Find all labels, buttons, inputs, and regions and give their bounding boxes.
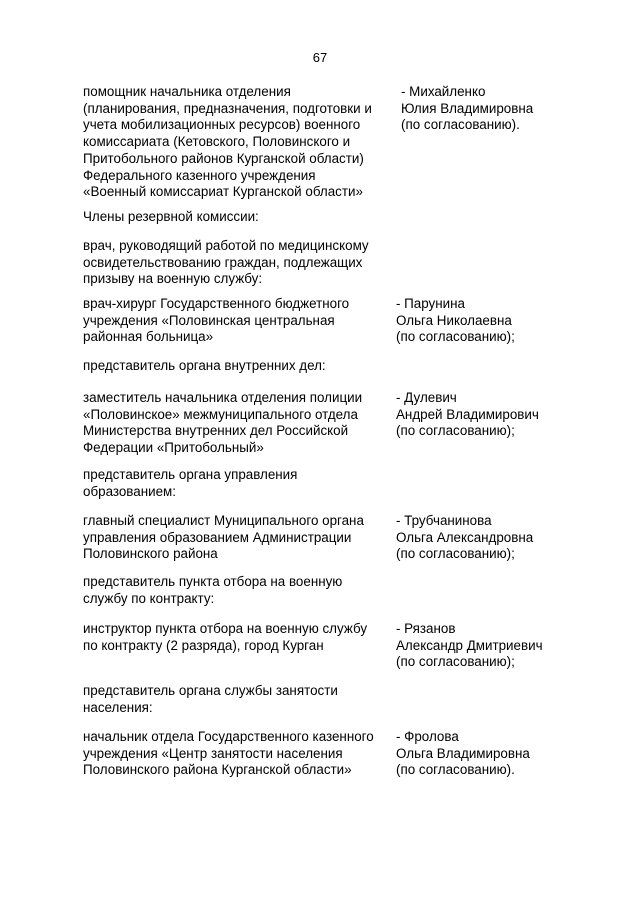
member-name: - Фролова Ольга Владимировна (по согласованию). xyxy=(396,729,530,778)
member-role: врач-хирург Государственного бюджетного учреждения «Половинская центральная районная больница» xyxy=(83,296,350,345)
member-name: - Парунина Ольга Николаевна (по согласованию); xyxy=(396,296,515,345)
member-role: начальник отдела Государственного казенного учреждения «Центр занятости населения Половинского района Курганской области» xyxy=(83,729,374,778)
section-heading-contract-point: представитель пункта отбора на военную службу по контракту: xyxy=(83,574,343,606)
member-role: заместитель начальника отделения полиции «Половинское» межмуниципального отдела Министерства внутренних дел Российской Федерации «Притобольный» xyxy=(83,390,363,456)
member-name: - Трубчанинова Ольга Александровна (по согласованию); xyxy=(396,513,534,562)
section-heading-employment: представитель органа службы занятости населения: xyxy=(83,683,338,715)
member-name: - Рязанов Александр Дмитриевич (по согласованию); xyxy=(396,621,543,670)
member-role: инструктор пункта отбора на военную службу по контракту (2 разряда), город Курган xyxy=(83,621,368,653)
member-role: главный специалист Муниципального органа управления образованием Администрации Половинского района xyxy=(83,513,364,562)
section-heading-education: представитель органа управления образованием: xyxy=(83,467,298,499)
member-name: - Дулевич Андрей Владимирович (по согласованию); xyxy=(396,390,539,439)
page-number: 67 xyxy=(312,50,328,65)
member-name: - Михайленко Юлия Владимировна (по согласованию). xyxy=(401,84,534,133)
section-heading-internal-affairs: представитель органа внутренних дел: xyxy=(83,358,326,373)
section-heading-reserve-members: Члены резервной комиссии: xyxy=(83,209,259,224)
section-heading-doctor-lead: врач, руководящий работой по медицинскому освидетельствованию граждан, подлежащих призыву на военную службу: xyxy=(83,238,369,287)
member-role: помощник начальника отделения (планирования, предназначения, подготовки и учета мобилизационных ресурсов) военного комиссариата (Кетовского, Половинского и Притобольного районов Курганской области) Федерального казенного учреждения «Военный комиссариат Курганской области» xyxy=(83,84,372,200)
